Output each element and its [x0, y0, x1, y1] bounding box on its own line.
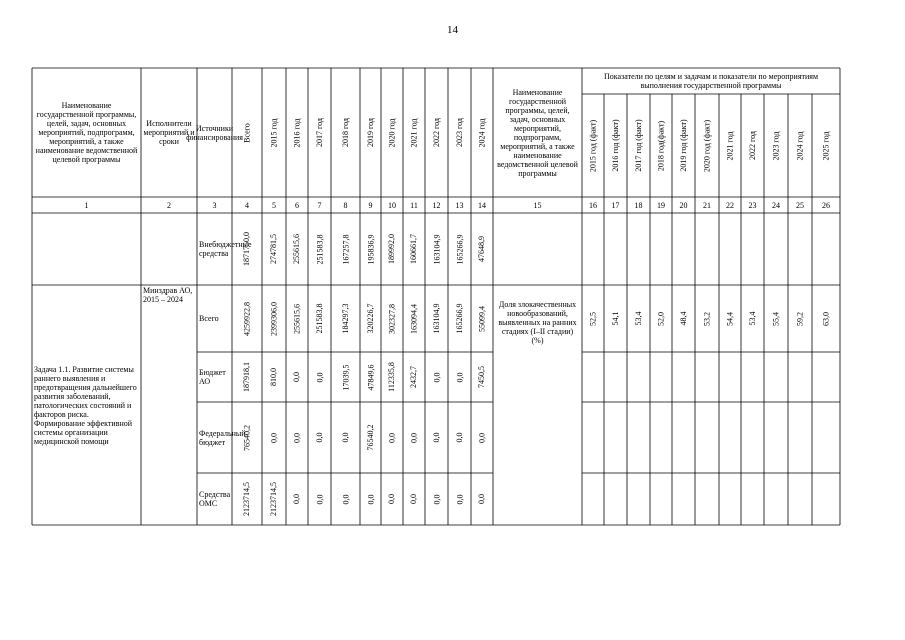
- data-value: 1871750,0: [242, 232, 251, 266]
- indicator-value: 55,4: [771, 311, 780, 326]
- page-number: 14: [447, 24, 458, 36]
- indicator-value: 52,0: [656, 311, 665, 326]
- data-value: 55099,4: [477, 305, 486, 332]
- header-indicator-year: 2023 год: [771, 131, 780, 160]
- column-number: 18: [634, 200, 643, 210]
- column-number: 2: [167, 200, 171, 210]
- header-year: 2024 год: [477, 118, 486, 147]
- data-value: 167257,8: [341, 234, 350, 264]
- column-number: 16: [589, 200, 597, 210]
- header-indicator-year: 2024 год: [795, 131, 804, 160]
- indicator-value: 53,4: [748, 311, 757, 326]
- data-value: 0,0: [455, 372, 464, 382]
- data-value: 0,0: [315, 372, 324, 382]
- column-number: 19: [657, 200, 665, 210]
- data-value: 255615,6: [292, 303, 301, 334]
- column-number: 17: [611, 200, 620, 210]
- header-indicators-group: Показатели по целям и задачам и показатели по мероприятиям выполнения государственной программы: [603, 72, 819, 90]
- data-value: 165266,9: [455, 234, 464, 264]
- source-label: Бюджет АО: [199, 368, 226, 386]
- data-value: 2123714,5: [242, 482, 251, 516]
- data-value: 0,0: [292, 494, 301, 504]
- data-value: 165266,9: [455, 303, 464, 334]
- task-name: Задача 1.1. Развитие системы раннего выявления и предотвращения дальнейшего развития заболеваний, патологических состояний и факторов риска. Формирование эффективной системы организации медицинской помощи: [34, 364, 137, 446]
- column-number: 14: [478, 200, 486, 210]
- source-label: Внебюджетные средства: [199, 240, 252, 258]
- header-indicator-year: 2016 год (факт): [611, 119, 620, 172]
- data-value: 251583,8: [315, 234, 324, 264]
- data-value: 0,0: [315, 432, 324, 443]
- header-program-name: Наименование государственной программы, целей, задач, основных мероприятий, подпрограмм, мероприятий, а также наименование ведомственной целевой программы: [35, 101, 138, 164]
- indicator-value: 53,4: [634, 311, 643, 326]
- data-value: 0,0: [432, 372, 441, 382]
- data-value: 0,0: [341, 432, 350, 443]
- data-value: 184297,3: [341, 303, 350, 334]
- indicator-value: 54,1: [611, 311, 620, 326]
- data-value: 2123714,5: [269, 482, 278, 516]
- data-value: 163104,9: [432, 234, 441, 264]
- data-value: 195836,9: [366, 234, 375, 264]
- header-year: 2015 год: [269, 118, 278, 147]
- column-number: 25: [796, 200, 804, 210]
- column-number: 13: [455, 200, 464, 210]
- data-value: 0,0: [432, 432, 441, 443]
- header-year: 2019 год: [366, 118, 375, 147]
- header-year: 2020 год: [387, 118, 396, 147]
- data-value: 2399306,0: [269, 301, 278, 336]
- indicator-value: 59,2: [795, 311, 804, 326]
- column-number: 7: [317, 200, 322, 210]
- data-value: 320226,7: [366, 303, 375, 334]
- data-value: 76540,2: [366, 424, 375, 451]
- indicator-value: 63,0: [821, 311, 830, 326]
- column-number: 12: [432, 200, 441, 210]
- header-year: 2018 год: [341, 118, 350, 147]
- indicator-value: 48,4: [679, 311, 688, 326]
- header-year: 2022 год: [432, 118, 441, 147]
- data-value: 0,0: [366, 494, 375, 504]
- indicator-value: 52,5: [588, 311, 597, 326]
- column-number: 24: [772, 200, 780, 210]
- header-indicator-year: 2018 год(факт): [656, 120, 665, 171]
- column-number: 21: [703, 200, 711, 210]
- data-value: 47648,9: [477, 236, 486, 262]
- header-sources: Источники финансирования: [186, 123, 243, 142]
- column-number: 20: [679, 200, 688, 210]
- column-number: 11: [410, 200, 418, 210]
- header-indicator-year: 2025 год: [821, 131, 830, 160]
- data-value: 163094,4: [409, 303, 418, 334]
- header-indicator-year: 2020 год (факт): [702, 119, 711, 172]
- header-indicator-year: 2021 год: [725, 131, 734, 160]
- column-number: 22: [726, 200, 734, 210]
- data-value: 47849,6: [366, 364, 375, 390]
- data-value: 274781,5: [269, 234, 278, 264]
- column-number: 8: [343, 200, 348, 210]
- data-value: 810,0: [269, 368, 278, 386]
- column-number: 5: [272, 200, 276, 210]
- data-value: 189992,0: [387, 234, 396, 264]
- data-value: 2432,7: [409, 366, 418, 388]
- column-number: 6: [295, 200, 299, 210]
- data-value: 0,0: [269, 432, 278, 443]
- source-label: Федеральный бюджет: [199, 428, 246, 447]
- header-year: 2023 год: [455, 118, 464, 147]
- header-indicator-year: 2022 год: [748, 131, 757, 160]
- indicator-value: 54,4: [725, 311, 734, 326]
- data-value: 163104,9: [432, 303, 441, 334]
- header-year: 2016 год: [292, 118, 301, 147]
- header-year: 2021 год: [409, 118, 418, 147]
- header-indicator-year: 2015 год (факт): [588, 119, 597, 172]
- header-indicator-year: 2019 год (факт): [679, 119, 688, 172]
- data-value: 0,0: [477, 432, 486, 443]
- data-value: 0,0: [315, 494, 324, 504]
- column-number: 26: [822, 200, 830, 210]
- column-number: 9: [368, 200, 373, 210]
- data-value: 0,0: [409, 494, 418, 504]
- data-value: 0,0: [292, 372, 301, 382]
- column-number: 10: [388, 200, 396, 210]
- column-number: 3: [212, 200, 217, 210]
- header-indicator-name: Наименование государственной программы, целей, задач, основных мероприятий, подпрограмм, мероприятий, а также наименование ведомственной целевой программы: [497, 87, 578, 178]
- header-year: 2017 год: [315, 118, 324, 147]
- source-label: Всего: [199, 314, 219, 323]
- data-value: 0,0: [341, 494, 350, 504]
- header-executors: Исполнители мероприятий и сроки: [143, 119, 195, 146]
- data-value: 112335,8: [387, 362, 396, 392]
- data-value: 4259922,8: [242, 301, 251, 336]
- header-indicator-year: 2017 год (факт): [634, 119, 643, 172]
- data-value: 0,0: [409, 432, 418, 443]
- data-value: 187918,1: [242, 362, 251, 392]
- data-value: 255615,6: [292, 234, 301, 264]
- indicator-value: 53,2: [702, 311, 711, 326]
- data-value: 302327,8: [387, 303, 396, 334]
- data-value: 0,0: [432, 494, 441, 504]
- data-value: 0,0: [387, 494, 396, 504]
- data-value: 0,0: [387, 432, 396, 443]
- column-number: 4: [245, 200, 249, 210]
- data-value: 76540,2: [242, 424, 251, 451]
- column-number: 1: [84, 200, 89, 210]
- task-executor: Минздрав АО, 2015 – 2024: [143, 286, 193, 304]
- data-value: 7450,5: [477, 366, 486, 388]
- data-value: 0,0: [455, 432, 464, 443]
- source-label: Средства ОМС: [199, 490, 231, 508]
- header-year: Всего: [242, 122, 251, 143]
- data-value: 160661,7: [409, 234, 418, 264]
- data-value: 0,0: [292, 432, 301, 443]
- column-number: 15: [533, 200, 542, 210]
- column-number: 23: [748, 200, 757, 210]
- task-indicator: Доля злокачественных новообразований, выявленных на ранних стадиях (I–II стадии) (%): [498, 300, 577, 345]
- data-value: 0,0: [477, 494, 486, 504]
- data-value: 251583,8: [315, 303, 324, 334]
- data-value: 0,0: [455, 494, 464, 504]
- data-value: 17039,5: [341, 364, 350, 390]
